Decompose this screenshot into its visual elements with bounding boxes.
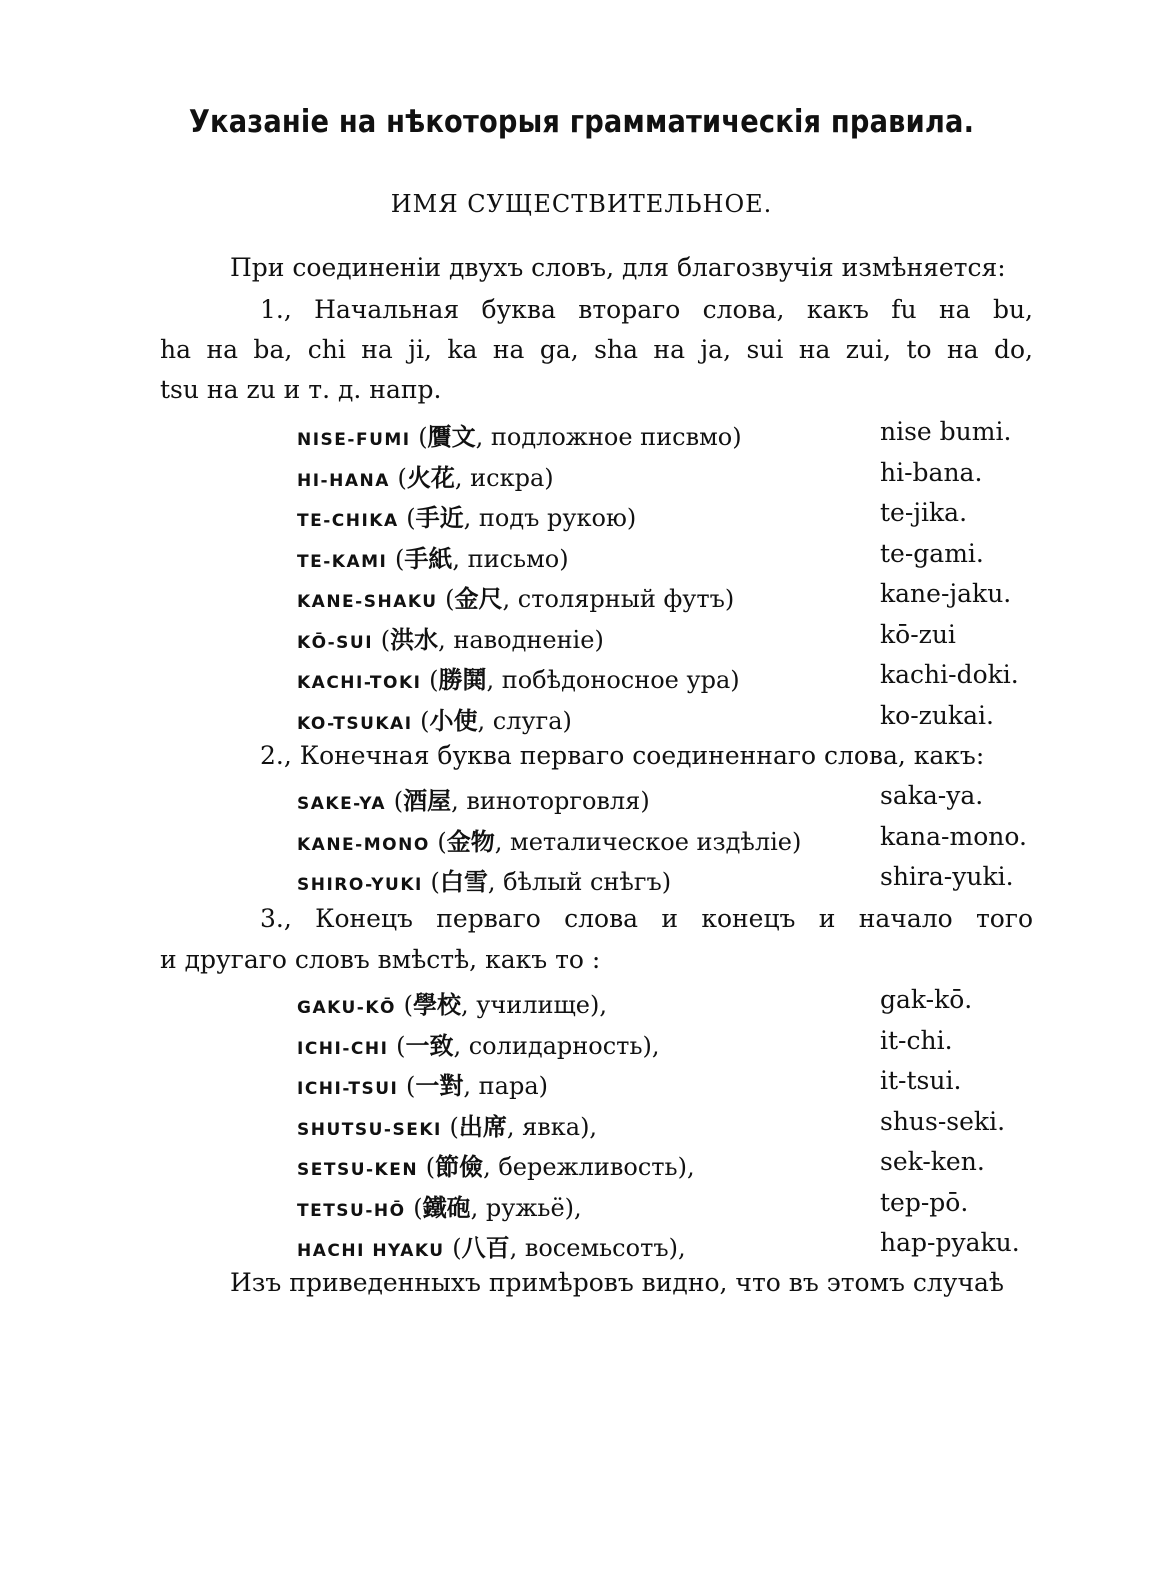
- translation-text: , виноторговля): [451, 787, 650, 815]
- example-term: [297, 458, 554, 493]
- example-row: [0, 862, 1163, 902]
- translation-text: , подложное писвмо): [475, 423, 742, 451]
- transformed-word: hap-pyaku.: [880, 1228, 1020, 1257]
- kanji-characters: 手紙: [404, 543, 453, 573]
- example-term: [297, 579, 734, 614]
- example-row: [0, 539, 1163, 579]
- transformed-word: ko-zukai.: [880, 700, 994, 730]
- transformed-word: hi-bana.: [880, 457, 983, 487]
- example-row: [0, 985, 1163, 1025]
- example-row: [0, 701, 1163, 741]
- open-paren: (: [412, 706, 430, 735]
- rule-3-line-2: и другаго словъ вмѣстѣ, какъ то :: [160, 945, 601, 974]
- example-row: [0, 1066, 1163, 1106]
- example-row: [0, 1026, 1163, 1066]
- example-term: [297, 862, 671, 897]
- example-term: [297, 701, 572, 736]
- rule-1-line-1: 1., Начальная буква втораго слова, какъ fu на bu,: [260, 295, 1033, 324]
- kanji-characters: 勝鬨: [438, 665, 487, 694]
- translation-text: , бережливость),: [483, 1153, 695, 1181]
- example-term: [297, 660, 740, 695]
- example-term: [297, 1107, 597, 1142]
- open-paren: (: [395, 991, 413, 1019]
- romanized-word: ICHI-CHI: [297, 1038, 389, 1059]
- kanji-characters: 白雪: [439, 867, 488, 896]
- transformed-word: gak-kō.: [880, 985, 973, 1014]
- example-term: [297, 781, 650, 816]
- kanji-characters: 學校: [412, 990, 461, 1019]
- transformed-word: nise bumi.: [880, 417, 1012, 446]
- open-paren: (: [389, 463, 407, 492]
- closing-paragraph: Изъ приведенныхъ примѣровъ видно, что въ этомъ случаѣ: [230, 1268, 1004, 1297]
- translation-text: , бѣлый снѣгъ): [487, 868, 672, 896]
- transformed-word: te-gami.: [880, 538, 984, 568]
- transformed-word: kō-zui: [880, 619, 956, 649]
- transformed-word: kachi-doki.: [880, 660, 1019, 689]
- example-term: [297, 822, 801, 857]
- translation-text: , ружьё),: [470, 1193, 582, 1222]
- open-paren: (: [386, 787, 404, 815]
- open-paren: (: [373, 625, 391, 654]
- rule-1-line-2: ha на ba, chi на ji, ka на ga, sha на ja, sui на zui, to на do,: [160, 335, 1033, 364]
- romanized-word: NISE-FUMI: [297, 430, 411, 450]
- translation-text: , побѣдоносное ура): [486, 666, 740, 694]
- kanji-characters: 洪水: [390, 624, 439, 654]
- romanized-word: TE-CHIKA: [297, 511, 399, 531]
- romanized-word: KACHI-TOKI: [297, 673, 422, 693]
- example-term: [297, 620, 604, 655]
- romanized-word: SHUTSU-SEKI: [297, 1119, 442, 1140]
- open-paren: (: [398, 504, 416, 532]
- example-term: [297, 1147, 695, 1182]
- open-paren: (: [398, 1072, 416, 1100]
- example-row: [0, 1107, 1163, 1147]
- romanized-word: KANE-SHAKU: [297, 592, 438, 612]
- transformed-word: saka-ya.: [880, 781, 984, 810]
- translation-text: , столярный футъ): [502, 585, 735, 613]
- romanized-word: TETSU-HŌ: [297, 1200, 406, 1221]
- open-paren: (: [388, 1031, 406, 1060]
- open-paren: (: [405, 1193, 423, 1222]
- translation-text: , подъ рукою): [463, 504, 637, 532]
- kanji-characters: 出席: [458, 1111, 507, 1141]
- section-heading: ИМЯ СУЩЕСТВИТЕЛЬНОЕ.: [390, 190, 773, 218]
- kanji-characters: 酒屋: [403, 786, 452, 815]
- translation-text: , пара): [463, 1072, 548, 1100]
- kanji-characters: 小使: [429, 705, 478, 735]
- page-title: Указаніе на нѣкоторыя грамматическія правила.: [188, 104, 975, 140]
- translation-text: , металическое издѣліе): [494, 827, 802, 856]
- example-term: [297, 985, 607, 1020]
- example-row: [0, 822, 1163, 862]
- example-row: [0, 498, 1163, 538]
- open-paren: (: [387, 544, 405, 573]
- translation-text: , солидарность),: [453, 1031, 660, 1060]
- example-term: [297, 498, 636, 533]
- open-paren: (: [410, 423, 428, 451]
- rule-1-line-3: tsu на zu и т. д. напр.: [160, 375, 442, 404]
- open-paren: (: [429, 827, 447, 856]
- romanized-word: KŌ-SUI: [297, 632, 374, 653]
- open-paren: (: [437, 585, 455, 613]
- example-row: [0, 620, 1163, 660]
- example-row: [0, 1147, 1163, 1187]
- kanji-characters: 節儉: [435, 1152, 484, 1181]
- rule-3-line-1: 3., Конецъ перваго слова и конецъ и начало того: [260, 904, 1033, 933]
- romanized-word: KO-TSUKAI: [297, 713, 413, 734]
- kanji-characters: 鐵砲: [422, 1192, 471, 1222]
- transformed-word: shus-seki.: [880, 1106, 1006, 1136]
- transformed-word: sek-ken.: [880, 1147, 985, 1176]
- example-term: [297, 1026, 660, 1061]
- kanji-characters: 手近: [415, 503, 464, 532]
- translation-text: , слуга): [477, 706, 572, 735]
- romanized-word: TE-KAMI: [297, 551, 388, 572]
- example-term: [297, 1228, 686, 1263]
- rule-2-line: 2., Конечная буква перваго соединеннаго слова, какъ:: [260, 741, 985, 770]
- kanji-characters: 金尺: [454, 584, 503, 613]
- transformed-word: tep-pō.: [880, 1187, 969, 1217]
- open-paren: (: [421, 666, 439, 694]
- example-term: [297, 1188, 582, 1223]
- transformed-word: it-chi.: [880, 1025, 953, 1055]
- example-row: [0, 579, 1163, 619]
- translation-text: , наводненіе): [438, 625, 604, 654]
- romanized-word: KANE-MONO: [297, 834, 430, 855]
- transformed-word: kana-mono.: [880, 821, 1027, 851]
- kanji-characters: 贋文: [427, 422, 476, 451]
- example-row: [0, 417, 1163, 457]
- kanji-characters: 八百: [461, 1233, 510, 1262]
- example-term: [297, 539, 569, 574]
- transformed-word: it-tsui.: [880, 1066, 962, 1095]
- kanji-characters: 火花: [406, 462, 455, 492]
- translation-text: , искра): [454, 463, 554, 492]
- romanized-word: HACHI HYAKU: [297, 1241, 445, 1261]
- translation-text: , училище),: [460, 991, 607, 1019]
- intro-paragraph: При соединеніи двухъ словъ, для благозвучія измѣняется:: [230, 253, 1006, 282]
- romanized-word: SETSU-KEN: [297, 1160, 419, 1180]
- transformed-word: shira-yuki.: [880, 862, 1014, 891]
- translation-text: , явка),: [506, 1112, 598, 1141]
- example-row: [0, 1228, 1163, 1268]
- translation-text: , письмо): [452, 544, 569, 573]
- example-row: [0, 1188, 1163, 1228]
- romanized-word: GAKU-KŌ: [297, 998, 396, 1018]
- romanized-word: HI-HANA: [297, 470, 390, 491]
- romanized-word: ICHI-TSUI: [297, 1079, 399, 1099]
- kanji-characters: 一對: [415, 1071, 464, 1100]
- open-paren: (: [418, 1153, 436, 1181]
- romanized-word: SHIRO-YUKI: [297, 875, 423, 895]
- translation-text: , восемьсотъ),: [509, 1234, 686, 1262]
- example-row: [0, 660, 1163, 700]
- transformed-word: kane-jaku.: [880, 579, 1012, 608]
- open-paren: (: [422, 868, 440, 896]
- example-term: [297, 1066, 548, 1101]
- kanji-characters: 金物: [446, 826, 495, 856]
- transformed-word: te-jika.: [880, 498, 968, 527]
- open-paren: (: [441, 1112, 459, 1141]
- kanji-characters: 一致: [405, 1030, 454, 1060]
- romanized-word: SAKE-YA: [297, 794, 387, 814]
- example-row: [0, 458, 1163, 498]
- example-row: [0, 781, 1163, 821]
- example-term: [297, 417, 742, 452]
- open-paren: (: [444, 1234, 462, 1262]
